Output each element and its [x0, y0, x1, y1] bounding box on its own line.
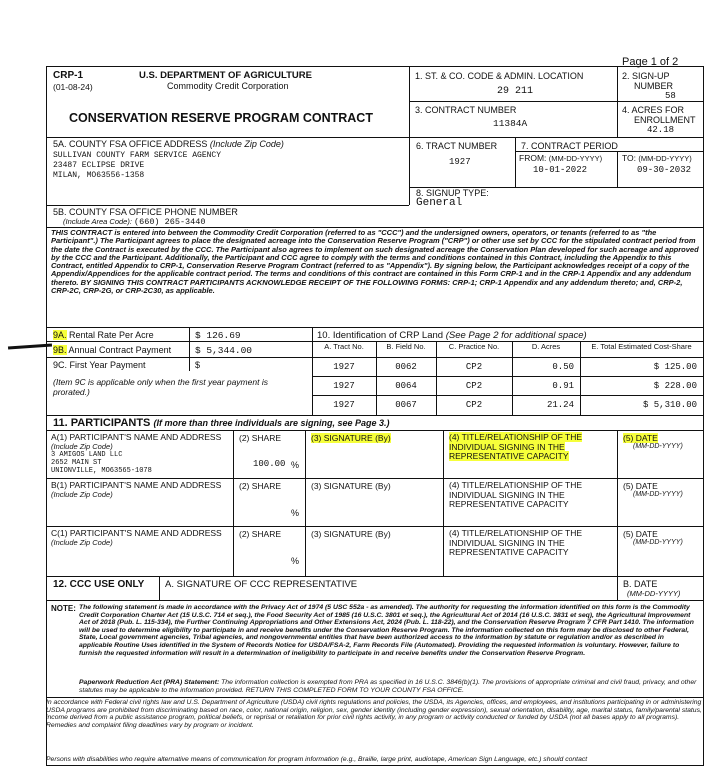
box9b-label: 9B. Annual Contract Payment [53, 345, 172, 355]
note-label: NOTE: [51, 604, 76, 613]
share-pct: % [291, 508, 300, 518]
crp-cell: 1927 [333, 362, 355, 372]
crp-cell: 0.50 [552, 362, 574, 372]
box9a-label: 9A. Rental Rate Per Acre [53, 330, 154, 340]
box4-label: 4. ACRES FOR [622, 105, 685, 115]
title-relationship-label: (4) TITLE/RELATIONSHIP OF THE INDIVIDUAL SIGNING IN THE REPRESENTATIVE CAPACITY [449, 480, 583, 509]
share-value: 100.00 [253, 459, 286, 469]
crp-cell: 1927 [333, 381, 355, 391]
date-field[interactable]: (5) DATE [623, 529, 658, 539]
crp-col-header-0: A. Tract No. [324, 342, 364, 351]
box5a-label: 5A. COUNTY FSA OFFICE ADDRESS (Include Zip Code) [53, 139, 284, 149]
crp-col-header-3: D. Acres [531, 342, 561, 351]
form-date: (01-08-24) [53, 82, 93, 92]
privacy-note: The following statement is made in accordance with the Privacy Act of 1974 (5 USC 552a - as amended). The authority for requesting the information identified on this form is the Commodity Credit Corporation Charter Act (15 U.S.C. 714 et seq.), the Food Security Act of 1985 (16 U.S.C. 3801 et seq.), the Agricultural Act of 2014 (16 U.S.C. 3831 et seq), the Agricultural Improvement Act of 2018 (Pub. L. 115-334), the Further Continuing Appropriations and Other Extensions Act, 2024 (Pub. L. 118-22), and the Conservation Reserve Program 7 CFR Part 1410. The information will be used to determine eligibility to participate in and receive benefits under the Conservation Reserve Program. The information collected on this form may be disclosed to other Federal, State, Local government agencies, Tribal agencies, and nongovernmental entities that have been authorized access to the information by statute or regulation and/or as described in applicable Routine Uses identified in the System of Records Notice for USDA/FSA-2, Farm Records File (Automated). Providing the requested information is voluntary. However, failure to furnish the requested information will result in a determination of ineligibility to participate in and receive benefits under the Conservation Reserve Program. [79, 604, 694, 657]
ccc-date-label: B. DATE [623, 579, 658, 589]
acres-enrollment: 42.18 [647, 125, 675, 135]
participant-name: 3 AMIGOS LAND LLC 2652 MAIN ST UNIONVILLE, MO63565-1078 [51, 451, 152, 475]
crp-cell: 1927 [333, 400, 355, 410]
title-relationship-label: (4) TITLE/RELATIONSHIP OF THE INDIVIDUAL SIGNING IN THE REPRESENTATIVE CAPACITY [449, 528, 583, 557]
agency-name: U.S. DEPARTMENT OF AGRICULTURE [139, 70, 312, 81]
box3-label: 3. CONTRACT NUMBER [415, 105, 517, 115]
ccc-signature-label: A. SIGNATURE OF CCC REPRESENTATIVE [165, 579, 358, 590]
fsa-phone: (660) 265-3440 [134, 217, 206, 227]
share-pct: % [291, 556, 300, 566]
date-field[interactable]: (5) DATE [623, 481, 658, 491]
tract-number: 1927 [449, 157, 471, 167]
crp-cell: CP2 [465, 362, 483, 372]
box9c-note: (Item 9C is applicable only when the first year payment is prorated.) [53, 377, 268, 397]
date-format: (MM-DD-YYYY) [633, 539, 683, 546]
state-county-code: 29 211 [497, 86, 534, 97]
from-label: FROM: (MM-DD-YYYY) [519, 153, 603, 163]
crp-cell: $ 5,310.00 [642, 400, 697, 410]
participants-table [47, 430, 703, 576]
fsa-address-line1: SULLIVAN COUNTY FARM SERVICE AGENCY [53, 151, 222, 160]
contract-form [46, 66, 704, 766]
title-relationship-label: (4) TITLE/RELATIONSHIP OF THE INDIVIDUAL SIGNING IN THE REPRESENTATIVE CAPACITY [449, 432, 583, 461]
contract-start-date: 10-01-2022 [533, 165, 588, 175]
share-label: (2) SHARE [239, 481, 282, 491]
contract-end-date: 09-30-2032 [637, 165, 692, 175]
signup-type: General [416, 197, 463, 209]
intro-paragraph: THIS CONTRACT is entered into between the Commodity Credit Corporation (referred to as "CCC") and the undersigned owners, operators, or tenants (referred to as "the Participant".) The Participant agrees to place the designated acreage into the Conservation Reserve Program ("CRP") or other use set by CCC for the stipulated contract period from the date the Contract is executed by the CCC. The Participant also agrees to implement on such designated acreage the Conservation Plan developed for such acreage and approved by the CCC and the Participant. Additionally, the Participant and CCC agree to comply with the terms and conditions contained in this Contract, including the Appendix to this Contract, entitled Appendix to CRP-1, Conservation Reserve Program Contract (referred to as "Appendix"). By signing below, the Participant acknowledges receipt of a copy of the Appendix/Appendices for the applicable contract period. The terms and conditions of this contract are contained in this Form CRP-1 and in the CRP-1 Appendix and any addendum thereto. BY SIGNING THIS CONTRACT PARTICIPANTS ACKNOWLEDGE RECEIPT OF THE FOLLOWING FORMS: CRP-1; CRP-1 Appendix and any addendum thereto; and, CRP-2, CRP-2C, CRP-2G, or CRP-2C30, as applicable. [51, 228, 699, 296]
box5b-label: 5B. COUNTY FSA OFFICE PHONE NUMBER [53, 207, 238, 217]
share-pct: % [291, 460, 300, 470]
date-format: (MM-DD-YYYY) [633, 491, 683, 498]
first-year-payment: $ [195, 360, 201, 370]
participant-name-label: B(1) PARTICIPANT'S NAME AND ADDRESS (Include Zip Code) [51, 480, 222, 499]
box10-label: 10. Identification of CRP Land (See Page 2 for additional space) [317, 330, 587, 341]
participant-name-label: A(1) PARTICIPANT'S NAME AND ADDRESS (Include Zip Code) [51, 432, 222, 451]
form-title: CONSERVATION RESERVE PROGRAM CONTRACT [69, 111, 373, 125]
crp-col-header-4: E. Total Estimated Cost-Share [591, 342, 692, 351]
crp-cell: CP2 [465, 381, 483, 391]
crp-cell: 0067 [395, 400, 417, 410]
contract-number: 11384A [493, 118, 528, 129]
ccc-date-format: (MM-DD-YYYY) [627, 589, 681, 598]
to-label: TO: (MM-DD-YYYY) [622, 153, 692, 163]
sub-agency: Commodity Credit Corporation [167, 81, 289, 91]
crp-cell: 0062 [395, 362, 417, 372]
crp-cell: 21.24 [546, 400, 574, 410]
signup-number: 58 [665, 91, 676, 101]
box5b-note: (Include Area Code): (660) 265-3440 [63, 217, 206, 227]
fsa-address-line3: MILAN, MO63556-1358 [53, 171, 145, 180]
crp-cell: 0.91 [552, 381, 574, 391]
crp-col-header-2: C. Practice No. [448, 342, 500, 351]
signature-field[interactable]: (3) SIGNATURE (By) [311, 529, 391, 539]
participants-title: 11. PARTICIPANTS (If more than three individuals are signing, see Page 3.) [53, 417, 390, 429]
box12-label: 12. CCC USE ONLY [53, 579, 145, 590]
participant-name-label: C(1) PARTICIPANT'S NAME AND ADDRESS (Include Zip Code) [51, 528, 222, 547]
crp-land-table [312, 341, 703, 415]
share-label: (2) SHARE [239, 433, 282, 443]
box1-label: 1. ST. & CO. CODE & ADMIN. LOCATION [415, 71, 584, 81]
crp-col-header-1: B. Field No. [386, 342, 426, 351]
share-label: (2) SHARE [239, 529, 282, 539]
box6-label: 6. TRACT NUMBER [416, 141, 498, 151]
page-number: Page 1 of 2 [622, 56, 679, 68]
crp-cell: $ 125.00 [653, 362, 697, 372]
pra-statement: Paperwork Reduction Act (PRA) Statement: The information collection is exempted from PRA as specified in 16 U.S.C. 3846(b)(1). The provisions of appropriate criminal and civil fraud, privacy, and other statutes may be applicable to the information provided. RETURN THIS COMPLETED FORM TO YOUR COUNTY FSA OFFICE. [79, 679, 697, 694]
crp-cell: 0064 [395, 381, 417, 391]
box4-label-2: ENROLLMENT [634, 115, 696, 125]
crp-cell: $ 228.00 [653, 381, 697, 391]
civil-rights-statement: In accordance with Federal civil rights law and U.S. Department of Agriculture (USDA) civil rights regulations and policies, the USDA, its Agencies, offices, and employees, and institutions participating in or administering USDA programs are prohibited from discriminating based on race, color, national origin, religion, sex, gender identity (including gender expression), sexual orientation, disability, age, marital status, family/parental status, income derived from a public assistance program, political beliefs, or reprisal or retaliation for prior civil rights activity, in any program or activity conducted or funded by USDA (not all bases apply to all programs). Remedies and complaint filing deadlines vary by program or incident. [46, 699, 702, 729]
signature-field[interactable]: (3) SIGNATURE (By) [311, 481, 391, 491]
box2-label: 2. SIGN-UP [622, 71, 670, 81]
crp-cell: CP2 [465, 400, 483, 410]
date-format: (MM-DD-YYYY) [633, 443, 683, 450]
form-id: CRP-1 [53, 70, 84, 81]
annual-payment: $ 5,344.00 [195, 345, 253, 356]
box9c-label: 9C. First Year Payment [53, 360, 146, 370]
signature-field[interactable]: (3) SIGNATURE (By) [311, 433, 391, 443]
fsa-address-line2: 23487 ECLIPSE DRIVE [53, 161, 145, 170]
date-field[interactable]: (5) DATE [623, 433, 658, 443]
disabilities-statement: Persons with disabilities who require alternative means of communication for program information (e.g., Braille, large print, audiotape, American Sign Language, etc.) should contact [46, 756, 588, 763]
rental-rate: $ 126.69 [195, 330, 241, 341]
box7-label: 7. CONTRACT PERIOD [521, 141, 618, 151]
box2-label-2: NUMBER [634, 81, 674, 91]
box8-label: 8. SIGNUP TYPE: [416, 188, 489, 198]
